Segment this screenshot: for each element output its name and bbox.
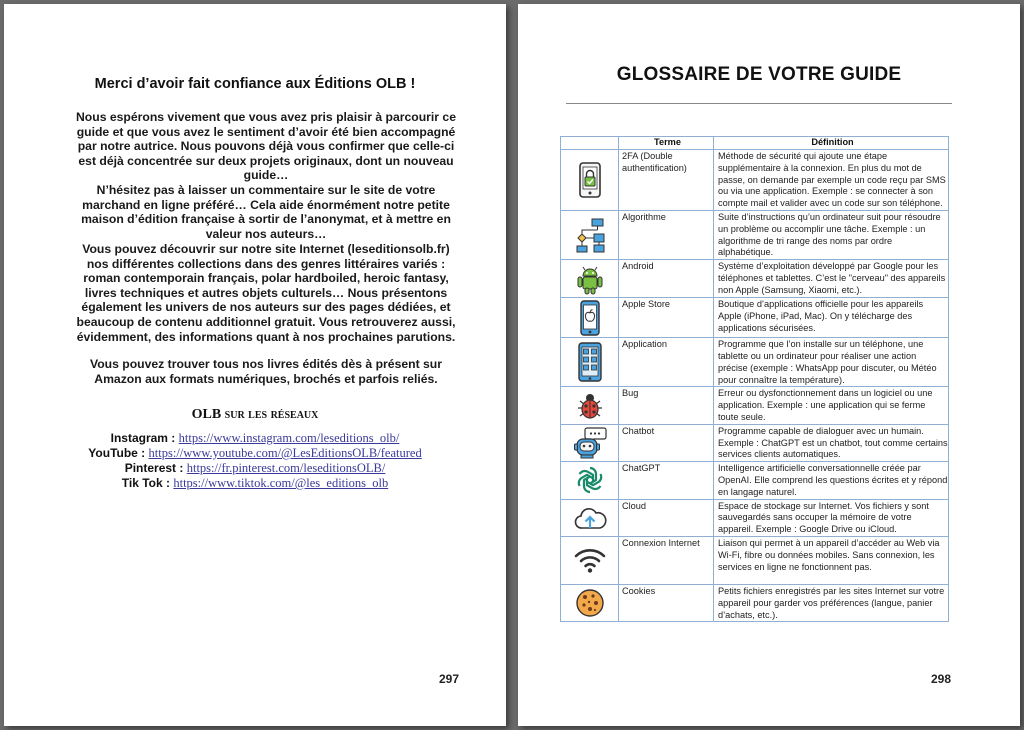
table-row — [561, 211, 949, 260]
term-cell: ChatGPT — [619, 462, 714, 499]
glossary-title: GLOSSAIRE DE VOTRE GUIDE — [616, 64, 902, 85]
table-row — [561, 387, 949, 424]
term-cell: Algorithme — [619, 211, 714, 260]
definition-cell: Méthode de sécurité qui ajoute une étape supplémentaire à la connexion. En plus du mot de passe, on demande par exemple un code reçu par SMS ou via une application. Exemple : se connecter à son compte mail et valider avec un code sur son téléphone. — [714, 150, 949, 211]
definition-cell: Intelligence artificielle conversationnelle créée par OpenAI. Elle comprend les questions écrites et y répond en langage naturel. — [714, 462, 949, 499]
table-row — [561, 462, 949, 499]
instagram-link[interactable]: https://www.instagram.com/leseditions_olb/ — [178, 431, 400, 445]
flowchart-icon — [561, 211, 619, 260]
term-cell: Application — [619, 338, 714, 387]
android-icon — [561, 260, 619, 298]
page-number: 298 — [931, 672, 952, 686]
term-cell: Chatbot — [619, 424, 714, 461]
term-cell: Android — [619, 260, 714, 298]
definition-cell: Programme capable de dialoguer avec un humain. Exemple : ChatGPT est un chatbot, tout comme certains services clients automatiques. — [714, 424, 949, 461]
ladybug-icon — [561, 387, 619, 424]
pinterest-link[interactable]: https://fr.pinterest.com/leseditionsOLB/ — [186, 461, 386, 475]
table-row — [561, 424, 949, 461]
social-label: YouTube : — [88, 446, 146, 460]
social-links-list — [4, 431, 506, 491]
term-cell: Cloud — [619, 499, 714, 536]
term-cell: Connexion Internet — [619, 536, 714, 584]
term-cell: Apple Store — [619, 298, 714, 338]
paragraph-comment: N’hésitez pas à laisser un commentaire sur le site de votre marchand en ligne préféré… Cela aide énormément notre petite maison d’édition française à sortir de l’anonymat, et à mettre en valeur nos auteurs… — [81, 183, 451, 241]
left-page — [4, 4, 506, 726]
title-divider — [566, 103, 952, 104]
social-instagram — [4, 431, 506, 446]
table-row — [561, 338, 949, 387]
social-label: Instagram : — [110, 431, 176, 445]
tiktok-link[interactable]: https://www.tiktok.com/@les_editions_olb — [173, 476, 389, 490]
term-cell: Cookies — [619, 584, 714, 621]
cookie-icon — [561, 584, 619, 621]
social-label: Tik Tok : — [121, 476, 170, 490]
paragraph-amazon: Vous pouvez trouver tous nos livres édités dès à présent sur Amazon aux formats numériques, brochés et parfois reliés. — [90, 357, 442, 386]
social-heading: OLB sur les réseaux — [191, 407, 319, 422]
social-label: Pinterest : — [124, 461, 184, 475]
cloud-upload-icon — [561, 499, 619, 536]
term-cell: 2FA (Double authentification) — [619, 150, 714, 211]
definition-cell: Erreur ou dysfonctionnement dans un logiciel ou une application. Exemple : une application qui se ferme toute seule. — [714, 387, 949, 424]
header-term: Terme — [619, 137, 714, 150]
definition-cell: Programme que l’on installe sur un téléphone, une tablette ou un ordinateur pour réaliser une action précise (exemple : WhatsApp pour discuter, ou Météo pour connaître la température). — [714, 338, 949, 387]
definition-cell: Espace de stockage sur Internet. Vos fichiers y sont sauvegardés sans occuper la mémoire de votre appareil. Exemple : Google Drive ou iCloud. — [714, 499, 949, 536]
term-cell: Bug — [619, 387, 714, 424]
table-row — [561, 536, 949, 584]
table-row — [561, 298, 949, 338]
youtube-link[interactable]: https://www.youtube.com/@LesEditionsOLB/featured — [148, 446, 422, 460]
apple-phone-icon — [561, 298, 619, 338]
table-row — [561, 260, 949, 298]
glossary-table — [560, 136, 949, 622]
header-definition: Définition — [714, 137, 949, 150]
table-row — [561, 499, 949, 536]
paragraph-hope: Nous espérons vivement que vous avez pris plaisir à parcourir ce guide et que vous avez le sentiment d’avoir été bien accompagné par notre autrice. Nous pouvons déjà vous confirmer que celle-ci est déjà concentrée sur deux projets originaux, dont un nouveau guide… — [76, 110, 456, 183]
app-grid-icon — [561, 338, 619, 387]
definition-cell: Liaison qui permet à un appareil d’accéder au Web via Wi-Fi, fibre ou données mobiles. Sans connexion, les services en ligne ne fonctionnent pas. — [714, 536, 949, 584]
social-youtube — [4, 446, 506, 461]
chatbot-icon — [561, 424, 619, 461]
right-page — [518, 4, 1020, 726]
table-row — [561, 584, 949, 621]
social-tiktok — [4, 476, 506, 491]
table-row — [561, 150, 949, 211]
definition-cell: Petits fichiers enregistrés par les sites Internet sur votre appareil pour garder vos préférences (langue, panier d’achats, etc.). — [714, 584, 949, 621]
definition-cell: Boutique d’applications officielle pour les appareils Apple (iPhone, iPad, Mac). On y télécharge des applications sécurisées. — [714, 298, 949, 338]
social-pinterest — [4, 461, 506, 476]
wifi-icon — [561, 536, 619, 584]
thanks-title: Merci d’avoir fait confiance aux Éditions OLB ! — [94, 76, 416, 92]
definition-cell: Système d’exploitation développé par Google pour les téléphones et tablettes. C’est le "cerveau" des appareils non Apple (Samsung, Xiaomi, etc.). — [714, 260, 949, 298]
page-number: 297 — [439, 672, 460, 686]
definition-cell: Suite d’instructions qu’un ordinateur suit pour résoudre un problème ou accomplir une tâche. Exemple : un algorithme de tri range des noms par ordre alphabétique. — [714, 211, 949, 260]
paragraph-website: Vous pouvez découvrir sur notre site Internet (leseditionsolb.fr) nos différentes collections dans des genres littéraires variés : roman contemporain français, polar hardboiled, heroic fantasy, livres techniques et autres objets culturels… Nous présentons également les univers de nos auteurs sur des pages dédiées, et beaucoup de contenu additionnel gratuit. Vous retrouverez aussi, évidemment, des informations quant à nos prochaines parutions. — [76, 242, 456, 344]
table-header-row — [561, 137, 949, 150]
header-icon-cell — [561, 137, 619, 150]
phone-lock-icon — [561, 150, 619, 211]
chatgpt-icon — [561, 462, 619, 499]
